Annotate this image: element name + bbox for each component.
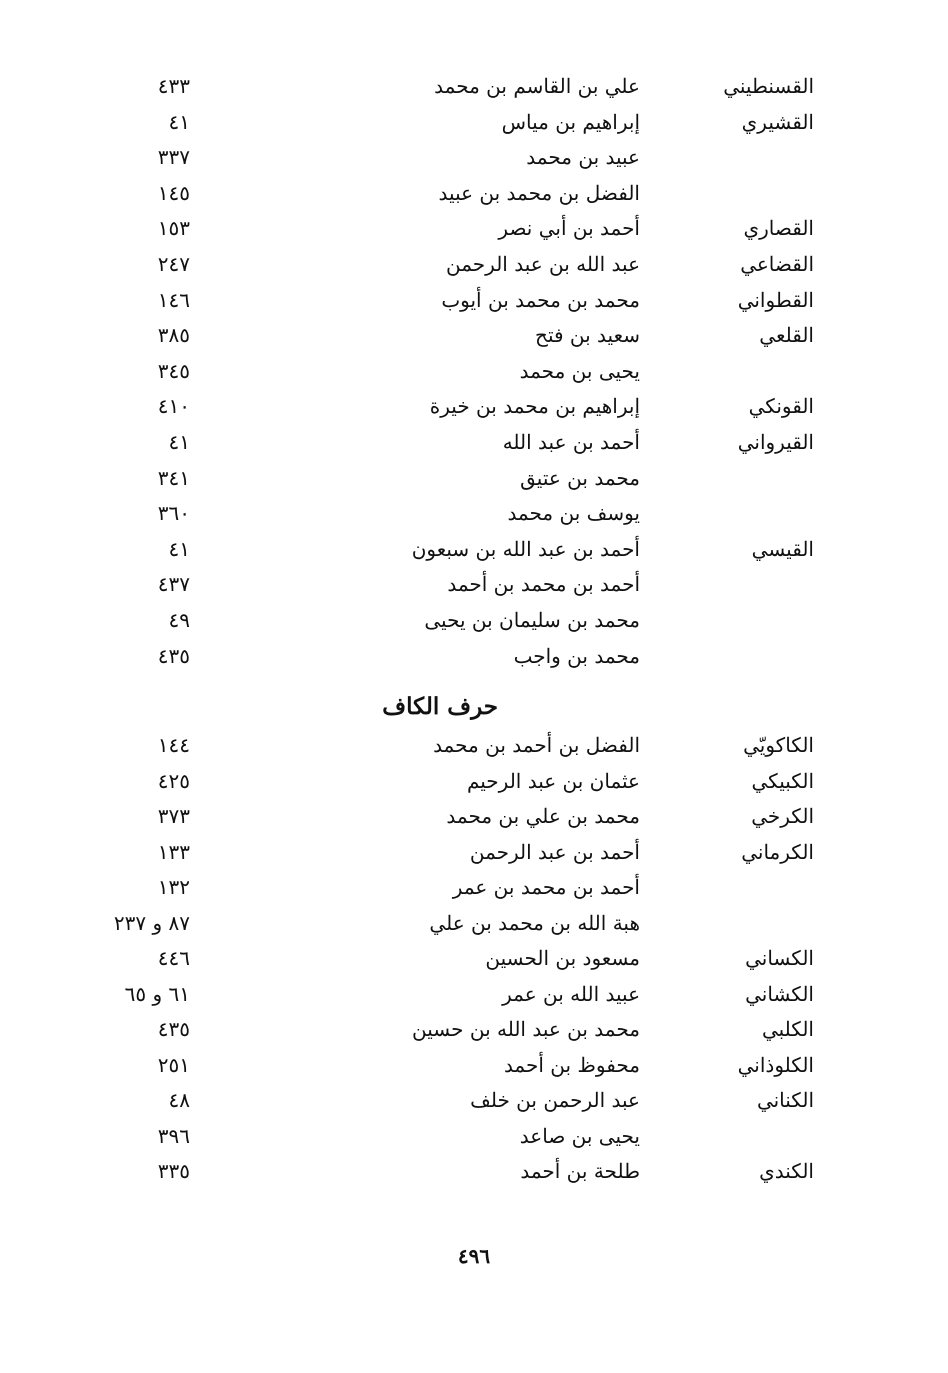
person-name: الفضل بن محمد بن عبيد [438, 180, 640, 205]
page-reference: ٤٨ [168, 1088, 190, 1112]
person-name: محمد بن سليمان بن يحيى [424, 608, 640, 632]
page-reference: ٢٥١ [157, 1052, 190, 1077]
person-name: أحمد بن عبد الرحمن [469, 839, 640, 864]
index-row [0, 424, 948, 460]
page-reference: ٣٨٥ [157, 323, 190, 348]
index-row [0, 727, 948, 763]
person-name: يحيى بن صاعد [519, 1123, 640, 1148]
nisba-label: القسنطيني [723, 74, 814, 98]
page-reference: ٢٤٧ [157, 252, 190, 276]
nisba-label: القلعي [759, 323, 814, 348]
person-name: مسعود بن الحسين [485, 946, 640, 970]
person-name: أحمد بن محمد بن عمر [452, 875, 640, 899]
nisba-label: الكرماني [741, 839, 814, 864]
person-name: طلحة بن أحمد [520, 1159, 640, 1183]
index-row [0, 1153, 948, 1189]
page-number: ٤٩٦ [457, 1244, 491, 1268]
person-name: هبة الله بن محمد بن علي [429, 910, 640, 935]
nisba-label: الكشاني [745, 981, 814, 1006]
page-reference: ١٣٢ [157, 875, 190, 899]
page-reference: ٣٤١ [157, 465, 190, 490]
person-name: أحمد بن أبي نصر [498, 216, 640, 241]
index-row [0, 566, 948, 602]
section-heading: حرف الكاف [382, 693, 498, 720]
page-reference: ١٤٤ [157, 733, 190, 757]
person-name: عبد الرحمن بن خلف [470, 1088, 640, 1112]
person-name: محمد بن عتيق [520, 465, 640, 490]
person-name: عبد الله بن عبد الرحمن [446, 252, 640, 276]
index-row [0, 1047, 948, 1083]
person-name: يحيى بن محمد [519, 358, 640, 383]
page-reference: ٣٩٦ [157, 1123, 190, 1148]
index-row [0, 763, 948, 799]
index-row [0, 1082, 948, 1118]
person-name: محمد بن واجب [513, 643, 640, 668]
nisba-label: الكاكويّي [743, 733, 814, 757]
person-name: يوسف بن محمد [507, 501, 640, 526]
person-name: أحمد بن محمد بن أحمد [447, 572, 640, 597]
page-reference: ٤١ [168, 536, 190, 561]
index-row [0, 68, 948, 104]
index-row [0, 246, 948, 282]
nisba-label: القضاعي [740, 252, 814, 276]
person-name: عبيد بن محمد [526, 145, 640, 170]
page-reference: ٤١٠ [157, 394, 190, 419]
index-row [0, 905, 948, 941]
index-row [0, 869, 948, 905]
index-row [0, 531, 948, 567]
page-reference: ١٤٥ [157, 180, 190, 205]
nisba-label: القطواني [737, 287, 814, 312]
index-row [0, 282, 948, 318]
page-reference: ١٤٦ [157, 287, 190, 312]
index-row [0, 1011, 948, 1047]
page-reference: ٣٣٧ [157, 145, 190, 170]
index-row [0, 638, 948, 674]
person-name: إبراهيم بن مياس [501, 109, 640, 134]
person-name: محفوظ بن أحمد [503, 1052, 640, 1077]
index-row [0, 460, 948, 496]
page-reference: ٣٤٥ [157, 358, 190, 383]
page-reference: ٤٣٥ [157, 643, 190, 668]
nisba-label: الكلبي [761, 1017, 814, 1041]
page-reference: ٤١ [168, 430, 190, 454]
person-name: محمد بن محمد بن أيوب [441, 287, 640, 312]
index-row [0, 388, 948, 424]
nisba-label: الكناني [756, 1088, 814, 1112]
page-reference: ٦١ و ٦٥ [124, 981, 190, 1006]
index-row [0, 139, 948, 175]
page-reference: ٤٩ [168, 608, 190, 632]
index-row [0, 1118, 948, 1154]
person-name: محمد بن علي بن محمد [446, 804, 640, 828]
index-row [0, 798, 948, 834]
nisba-label: الكبيكي [751, 768, 814, 793]
nisba-label: الكلوذاني [737, 1052, 814, 1077]
person-name: عثمان بن عبد الرحيم [466, 768, 640, 793]
person-name: سعيد بن فتح [535, 323, 640, 348]
nisba-label: الكساني [745, 946, 814, 970]
person-name: إبراهيم بن محمد بن خيرة [429, 394, 640, 419]
nisba-label: القشيري [741, 109, 814, 134]
page-reference: ٤٣٧ [157, 572, 190, 597]
page-reference: ٤٣٣ [157, 74, 190, 98]
index-row [0, 317, 948, 353]
nisba-label: الكندي [759, 1159, 814, 1183]
page-reference: ٤٤٦ [157, 946, 190, 970]
page-reference: ٣٧٣ [157, 804, 190, 828]
page-reference: ١٣٣ [157, 839, 190, 864]
person-name: محمد بن عبد الله بن حسين [412, 1017, 640, 1041]
index-row [0, 976, 948, 1012]
index-row [0, 602, 948, 638]
index-row [0, 104, 948, 140]
index-row [0, 940, 948, 976]
person-name: الفضل بن أحمد بن محمد [433, 733, 640, 757]
index-row [0, 495, 948, 531]
page-reference: ٣٦٠ [157, 501, 190, 526]
index-row [0, 210, 948, 246]
nisba-label: القيرواني [737, 430, 814, 454]
page-reference: ٣٣٥ [157, 1159, 190, 1183]
person-name: علي بن القاسم بن محمد [434, 74, 640, 98]
person-name: أحمد بن عبد الله بن سبعون [411, 536, 640, 561]
page-reference: ٤٢٥ [157, 768, 190, 793]
page-reference: ٨٧ و ٢٣٧ [113, 910, 190, 935]
page-reference: ٤٣٥ [157, 1017, 190, 1041]
index-row [0, 175, 948, 211]
nisba-label: القيسي [751, 536, 814, 561]
nisba-label: الكرخي [751, 804, 814, 828]
index-row [0, 353, 948, 389]
page-reference: ١٥٣ [157, 216, 190, 241]
person-name: عبيد الله بن عمر [502, 981, 640, 1006]
nisba-label: القونكي [748, 394, 814, 419]
page-reference: ٤١ [168, 109, 190, 134]
nisba-label: القصاري [743, 216, 814, 241]
index-row [0, 834, 948, 870]
person-name: أحمد بن عبد الله [502, 430, 640, 454]
